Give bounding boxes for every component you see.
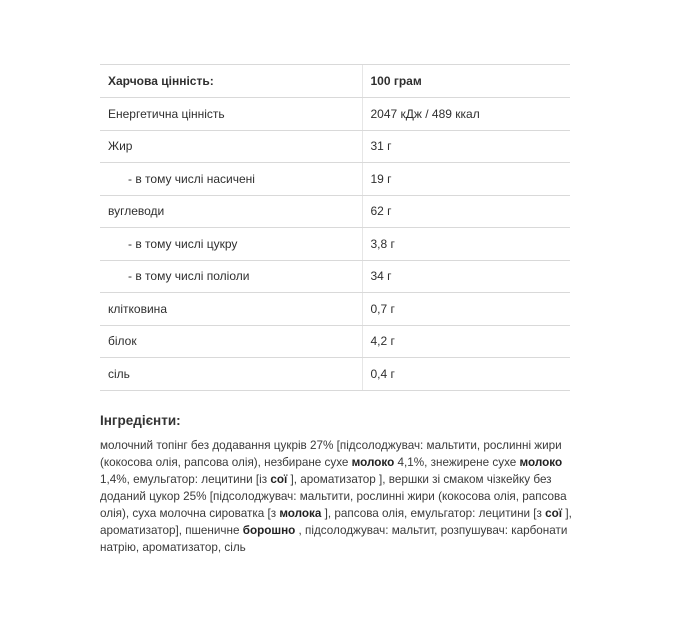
table-header-row [100, 65, 570, 98]
allergen-flour: борошно [242, 524, 296, 537]
row-label-saturated: - в тому числі насичені [100, 163, 362, 196]
row-label-protein: білок [100, 325, 362, 358]
ingredients-segment: , підсолоджувач: мальтит, розпушувач: карбонати натрію, ароматизатор, сіль [100, 524, 568, 554]
table-row [100, 358, 570, 391]
table-row [100, 293, 570, 326]
row-value-protein: 4,2 г [362, 325, 570, 358]
header-value: 100 грам [362, 65, 570, 98]
allergen-soy: сої [270, 473, 288, 486]
table-row [100, 98, 570, 131]
ingredients-heading: Інгредієнти: [100, 413, 181, 428]
row-value-salt: 0,4 г [362, 358, 570, 391]
allergen-milk: молоко [519, 456, 563, 469]
table-row [100, 130, 570, 163]
allergen-milk: молока [279, 507, 322, 520]
nutrition-table [100, 64, 570, 391]
table-row [100, 228, 570, 261]
table-row [100, 195, 570, 228]
ingredients-segment: ], ароматизатор], пшеничне [100, 507, 572, 537]
row-label-salt: сіль [100, 358, 362, 391]
row-label-fat: Жир [100, 130, 362, 163]
row-label-carbs: вуглеводи [100, 195, 362, 228]
ingredients-segment: молочний топінг без додавання цукрів 27% [підсолоджувач: мальтити, рослинні жири (кокосова олія, рапсова олія), незбиране сухе [100, 439, 562, 469]
ingredients-text [100, 437, 578, 556]
row-label-fibre: клітковина [100, 293, 362, 326]
row-value-carbs: 62 г [362, 195, 570, 228]
table-row [100, 260, 570, 293]
row-value-polyols: 34 г [362, 260, 570, 293]
row-value-fibre: 0,7 г [362, 293, 570, 326]
ingredients-segment: 4,1%, знежирене сухе [394, 456, 520, 469]
row-label-polyols: - в тому числі поліоли [100, 260, 362, 293]
row-value-fat: 31 г [362, 130, 570, 163]
row-value-energy: 2047 кДж / 489 ккал [362, 98, 570, 131]
allergen-soy: сої [545, 507, 563, 520]
row-label-energy: Енергетична цінність [100, 98, 362, 131]
allergen-milk: молоко [351, 456, 395, 469]
ingredients-segment: 1,4%, емульгатор: лецитини [із [100, 473, 271, 486]
ingredients-segment: ], рапсова олія, емульгатор: лецитини [з [321, 507, 546, 520]
row-label-sugars: - в тому числі цукру [100, 228, 362, 261]
row-value-saturated: 19 г [362, 163, 570, 196]
header-label: Харчова цінність: [100, 65, 362, 98]
table-row [100, 163, 570, 196]
ingredients-segment: ], ароматизатор ], вершки зі смаком чізкейку без доданий цукор 25% [підсолоджувач: мальтити, рослинні жири (кокосова олія, рапсова олія), суха молочна сироватка [з [100, 473, 567, 520]
row-value-sugars: 3,8 г [362, 228, 570, 261]
table-row [100, 325, 570, 358]
